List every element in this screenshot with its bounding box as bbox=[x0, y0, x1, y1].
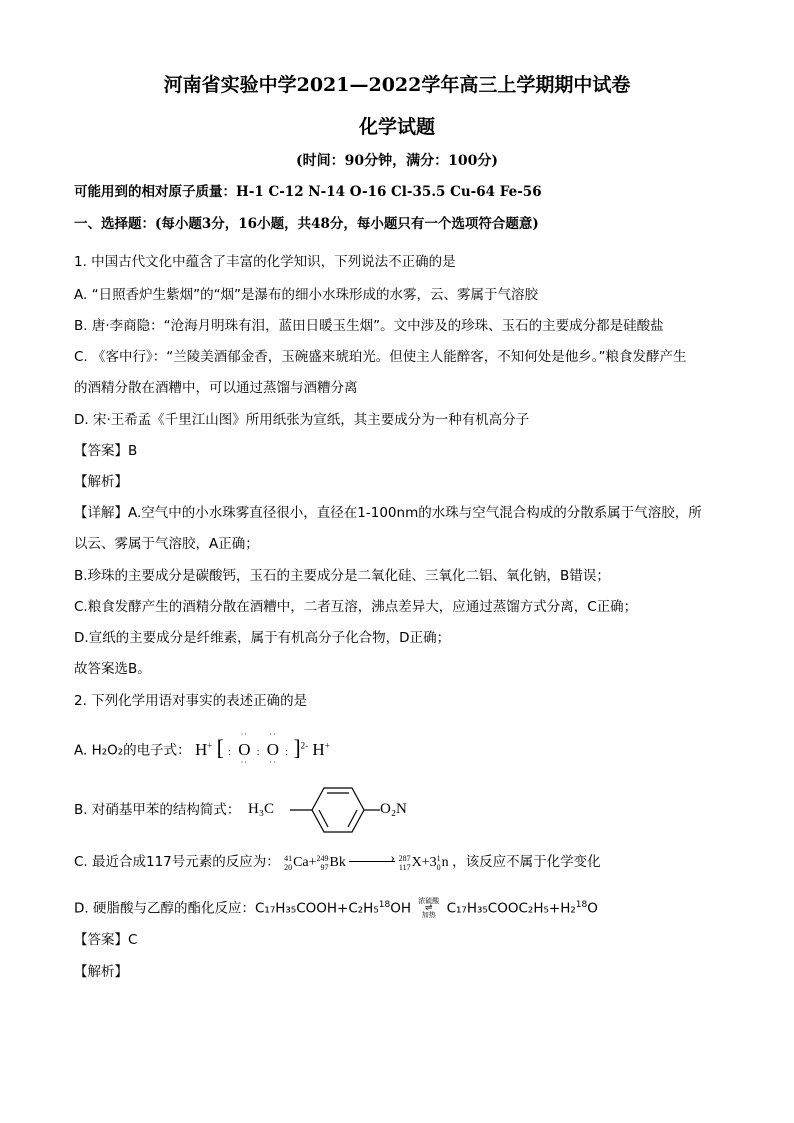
q1-detail-5: D.宣纸的主要成分是纤维素，属于有机高分子化合物，D正确； bbox=[74, 630, 451, 646]
electron-dots-right: : bbox=[285, 747, 290, 758]
q2-option-a bbox=[74, 730, 330, 767]
reversible-arrow-icon: ⇌ bbox=[425, 903, 433, 913]
time-score: (时间：90分钟，满分：100分) bbox=[296, 153, 498, 169]
subject-title: 化学试题 bbox=[358, 116, 435, 138]
q1-option-b: B. 唐·李商隐：“沧海月明珠有泪，蓝田日暖玉生烟”。文中涉及的珍珠、玉石的主要成分都是硅酸盐 bbox=[74, 318, 664, 334]
answer-value: C bbox=[128, 932, 138, 948]
h-left: H+ bbox=[194, 740, 213, 759]
q1-detail-3: B.珍珠的主要成分是碳酸钙，玉石的主要成分是二氧化硅、三氧化二铝、氧化钠，B错误； bbox=[74, 568, 610, 584]
q2-c-tail: ，该反应不属于化学变化 bbox=[452, 854, 601, 870]
reaction-arrow bbox=[349, 861, 395, 862]
nuclear-equation: 41 20 Ca+ 249 97 Bk › 287 117 X+3 1 0 n bbox=[284, 851, 449, 872]
q1-detail-6: 故答案选B。 bbox=[74, 661, 151, 677]
bracket-right: ] bbox=[293, 735, 301, 760]
exam-title: 河南省实验中学2021—2022学年高三上学期期中试卷 bbox=[163, 74, 631, 96]
q2-answer bbox=[74, 930, 137, 950]
q1-option-c-line2: 的酒精分散在酒糟中，可以通过蒸馏与酒糟分离 bbox=[74, 380, 358, 396]
q2-option-b-label: B. 对硝基甲苯的结构简式： bbox=[74, 802, 241, 818]
answer-label: 【答案】 bbox=[74, 932, 128, 948]
oxygen-2: ·· O ·· bbox=[266, 730, 280, 767]
q1-option-c-line1: C. 《客中行》：“兰陵美酒郁金香，玉碗盛来琥珀光。但使主人能醉客，不知何处是他乡。”粮食发酵产生 bbox=[74, 349, 687, 365]
q2-analysis-label: 【解析】 bbox=[74, 964, 128, 980]
reaction-condition: 浓硫酸 ⇌ 加热 bbox=[418, 897, 440, 919]
q1-answer bbox=[74, 441, 137, 461]
q2-stem: 2. 下列化学用语对事实的表述正确的是 bbox=[74, 693, 308, 709]
q2-a-label: A. H₂O₂的电子式： bbox=[74, 742, 191, 759]
q1-detail-4: C.粮食发酵产生的酒精分散在酒糟中，二者互溶，沸点差异大，应通过蒸馏方式分离，C正确； bbox=[74, 599, 638, 615]
q1-option-a: A. “日照香炉生紫烟”的“烟”是瀑布的细小水珠形成的水雾，云、雾属于气溶胶 bbox=[74, 287, 539, 303]
q1-detail-2: 以云、雾属于气溶胶，A正确； bbox=[74, 536, 259, 552]
answer-label: 【答案】 bbox=[74, 443, 128, 459]
methyl-group: H₃C bbox=[248, 801, 275, 817]
nitro-group: O₂N bbox=[380, 801, 407, 817]
answer-value: B bbox=[128, 443, 138, 459]
section-heading: 一、选择题：(每小题3分，16小题，共48分，每小题只有一个选项符合题意) bbox=[74, 216, 539, 232]
bracket-left: [ bbox=[216, 735, 224, 760]
charge: 2- bbox=[300, 740, 309, 751]
q2-d-label: D. 硬脂酸与乙醇的酯化反应：C₁₇H₃₅COOH+C₂H₅ bbox=[74, 900, 379, 917]
q2-c-label: C. 最近合成117号元素的反应为： bbox=[74, 854, 280, 870]
nitrotoluene-structure bbox=[248, 780, 416, 840]
q2-option-c bbox=[74, 852, 601, 873]
q1-stem: 1. 中国古代文化中蕴含了丰富的化学知识，下列说法不正确的是 bbox=[74, 254, 456, 270]
atomic-mass-line: 可能用到的相对原子质量：H-1 C-12 N-14 O-16 Cl-35.5 Cu-64 Fe-56 bbox=[74, 184, 542, 200]
electron-dots-left: : bbox=[228, 747, 232, 758]
h-right: H+ bbox=[312, 740, 330, 759]
q2-option-d: D. 硬脂酸与乙醇的酯化反应：C₁₇H₃₅COOH+C₂H₅$^{18}$OH 浓硫酸 ⇌ 加热 C₁₇H₃₅COOC₂H₅+H₂$^{18}$O bbox=[74, 897, 598, 919]
electron-dot-formula bbox=[194, 730, 330, 767]
q1-analysis-label: 【解析】 bbox=[74, 474, 128, 490]
electron-dots-mid: : bbox=[256, 747, 261, 758]
oxygen-1: ·· O ·· bbox=[238, 730, 251, 767]
q1-detail-1: 【详解】A.空气中的小水珠雾直径很小，直径在1-100nm的水珠与空气混合构成的分散系属于气溶胶，所 bbox=[74, 505, 702, 521]
q1-option-d: D. 宋·王希孟《千里江山图》所用纸张为宣纸，其主要成分为一种有机高分子 bbox=[74, 412, 530, 428]
